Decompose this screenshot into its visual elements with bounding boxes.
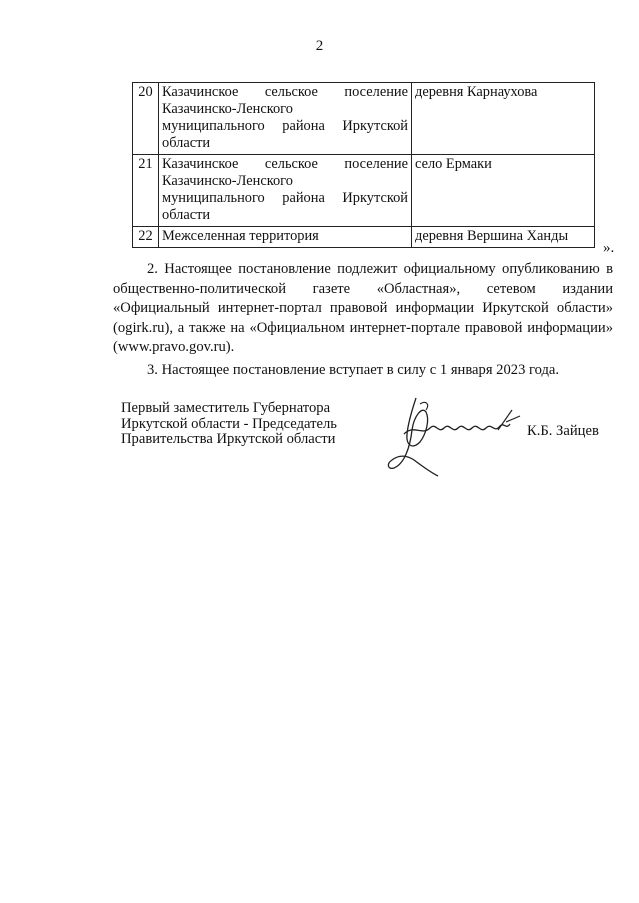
page-number: 2 [315, 38, 324, 54]
row-number: 20 [133, 83, 159, 155]
paragraph-3: 3. Настоящее постановление вступает в силу с 1 января 2023 года. [147, 361, 560, 378]
settlement-cell [159, 227, 412, 248]
settlement-line: муниципального района Иркутской [162, 118, 408, 134]
closing-quote: ». [603, 240, 615, 256]
resolution-body [113, 260, 613, 380]
paragraph-line: общественно-политической газете «Областная», сетевом издании [113, 280, 613, 297]
settlement-cell [159, 83, 412, 155]
village-cell: деревня Вершина Ханды [412, 227, 595, 248]
paragraph-line: (ogirk.ru), а также на «Официальном интернет-портале правовой информации» [113, 319, 613, 336]
signer-name: К.Б. Зайцев [527, 423, 599, 439]
village-cell: деревня Карнаухова [412, 83, 595, 155]
table-row [133, 155, 595, 227]
village-cell: село Ермаки [412, 155, 595, 227]
settlement-line: области [162, 135, 211, 151]
settlement-cell [159, 155, 412, 227]
signer-position-line: Иркутской области - Председатель [121, 415, 337, 432]
signer-position-line: Первый заместитель Губернатора [121, 400, 331, 416]
settlement-line: области [162, 207, 211, 223]
settlement-line: муниципального района Иркутской [162, 190, 408, 206]
settlement-line: Казачинское сельское поселение [162, 84, 408, 100]
paragraph-line: (www.pravo.gov.ru). [113, 339, 235, 355]
row-number: 22 [133, 227, 159, 248]
handwritten-signature [386, 390, 526, 480]
settlement-line: Межселенная территория [162, 228, 319, 244]
paragraph-line: 2. Настоящее постановление подлежит официальному опубликованию в [147, 261, 613, 277]
table-row [133, 227, 595, 248]
settlement-line: Казачинско-Ленского [162, 101, 293, 117]
table-row [133, 83, 595, 155]
settlement-line: Казачинское сельское поселение [162, 156, 408, 172]
row-number: 21 [133, 155, 159, 227]
settlements-table [132, 82, 595, 248]
settlement-line: Казачинско-Ленского [162, 173, 293, 189]
signer-position-line: Правительства Иркутской области [121, 431, 336, 447]
paragraph-line: «Официальный интернет-портал правовой информации Иркутской области» [113, 300, 613, 316]
paragraph-2 [113, 260, 613, 358]
signer-position [121, 401, 337, 448]
